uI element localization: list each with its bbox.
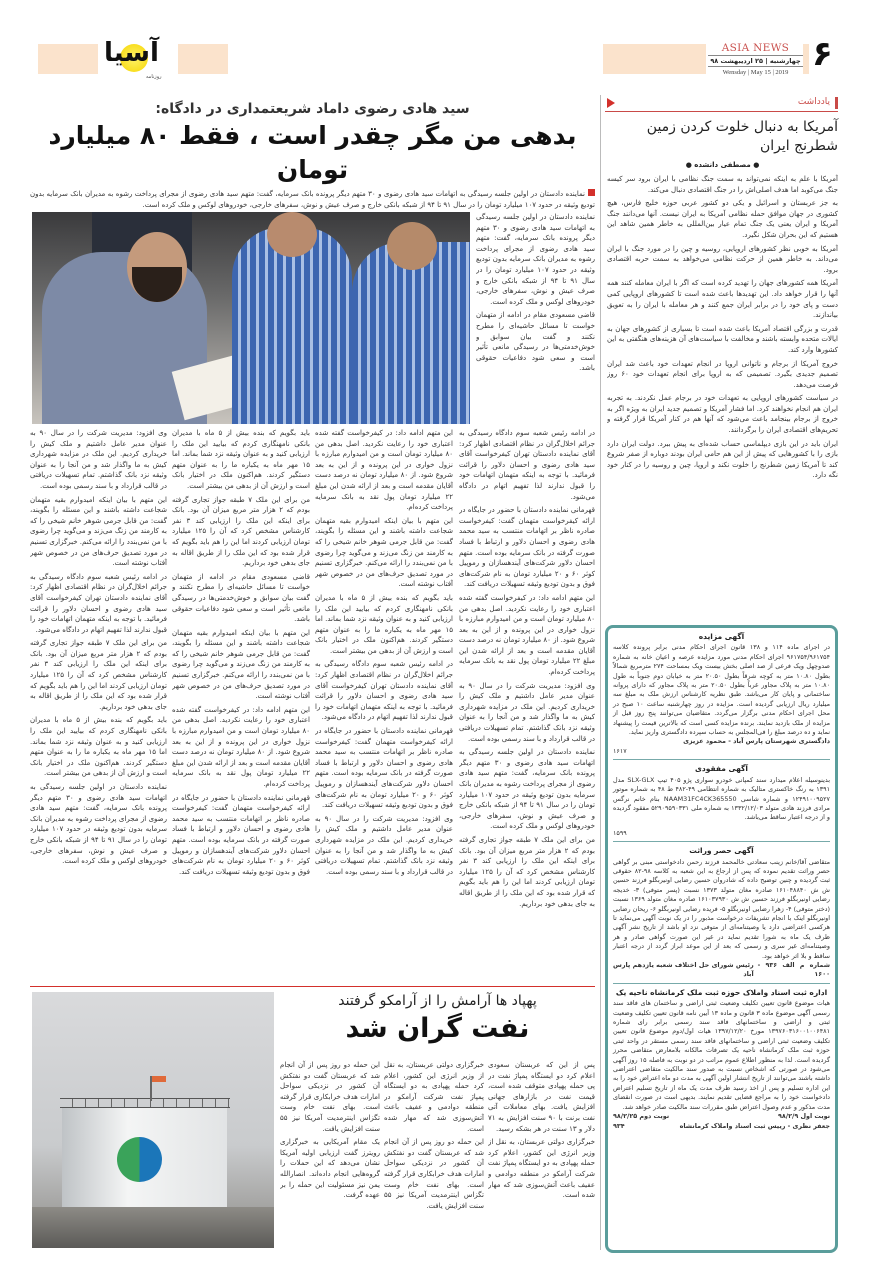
article-column-5 xyxy=(30,428,167,978)
article-column-1 xyxy=(476,212,595,424)
logo-text: آسیا xyxy=(104,38,159,68)
paragraph: این متهم با بیان اینکه امیدوارم بقیه متهمان شجاعت داشته باشند و این مسئله را بگویند، گفت: من قابل جرمی شوهر خانم شیخی را که به کارمند من زنگ می‌زند و می‌گوید چرا رضوی با من نمی‌بندد را ارائه می‌کنم. خبرگزاری تسنیم در مورد تصدیق حرف‌های من در خصوص شهر آفتاب نوشته است. xyxy=(315,516,453,589)
section-label-marker xyxy=(835,97,838,109)
ad-signature: رئیس شورای حل اختلاف شعبه یازدهم پارس آباد xyxy=(613,961,754,979)
ad-title: آگهی مزایده xyxy=(698,632,745,641)
paragraph: آمریکا همه کشورهای جهان را تهدید کرده است که اگر با ایران معامله کنند همه آنها را قرار خواهد داد. این تهدیدها باعث شده است تا کشورهای اروپایی کمی دست و پای خود را در برابر ایران جمع کنند و هر معامله با ایران را به تعویق بیاندازند. xyxy=(607,279,838,320)
ad-body: در اجرای ماده ۱۱۴ و ۱۳۸ قانون اجرای احکام مدنی برابر پرونده کلاسه ۹۶۱۷۵۴/۹۶۱۷۵۴ اجرای احکام مدنی مورد مزایده عرصه و اعیان خانه به شماره صدوچهل ویک فرعی از صد اصلی بخش بیست ویک بمساحت ۲۷۴ مترمربع شمالاً بطول ۱۰.۸۰ متر به کوچه شرقاً بطول ۲۰.۵۰ متر به خیابان دوم جنوباً به طول ۱۰.۸۰ متر به پلاک مجاور غرباً بطول ۲۰.۵۰ متر به پلاک مجاور که دارای پروانه ساختمانی و پایان کار می‌باشد. طبق نظریه کارشناس ارزش ملک به مبلغ سه میلیارد ریال ارزیابی گردیده است. مزایده در روز چهارشنبه ساعت ۱۰ صبح در محل اجرای احکام مدنی برگزار می‌گردد. متقاضیان می‌توانند پنج روز قبل از مزایده از ملک بازدید نمایند. برنده مزایده کسی است که بالاترین قیمت را پیشنهاد نماید و ده درصد مبلغ را فی‌المجلس به حساب سپرده دادگستری واریز نماید. xyxy=(613,643,831,737)
paragraph: آمریکا به خوبی نظر کشورهای اروپایی، روسیه و چین را در مورد جنگ با ایران می‌داند. به خاطر همین از حرکت نظامی می‌خواهد به سمت حربه اقتصادی برود. xyxy=(607,244,838,274)
lede-text: نماینده دادستان در اولین جلسه رسیدگی به اتهامات سید هادی رضوی و ۳۰ متهم دیگر پرونده بانک سرمایه، گفت: متهم سید هادی رضوی از مجرای پرداخت رشوه به مدیران بانک سرمایه بدون توديع وثيقه در حدود ۱۰۷ میلیارد تومان را در سال ۹۱ تا ۹۴ از شبکه بانکی خارج و صرف عیش و نوش، سفرهای خارجی، خودروهای لوکس و ملک کرده است. xyxy=(30,190,595,209)
logo xyxy=(100,34,176,86)
paragraph: قدرت و بزرگی اقتصاد آمریکا باعث شده است تا بسیاری از کشورهای جهان به ایالات متحده وابسته باشند و مخالفت با سیاست‌های آن هزینه‌های هنگفتی به این کشورها وارد کند. xyxy=(607,324,838,354)
paragraph: در ادامه رئیس شعبه سوم دادگاه رسیدگی به جرائم اخلال‌گران در نظام اقتصادی اظهار کرد: آقای نماینده دادستان تهران کیفرخواست آقای سید هادی رضوی و احسان دلاور را قرائت فرمائید. با توجه به اینکه متهمان اتهامات خود را قبول ندارند لذا تفهیم اتهام در دادگاه می‌شود. xyxy=(30,572,167,634)
paragraph: ایران باید در این بازی دیپلماسی حساب شده‌ای به پیش ببرد. دولت ایران دارد بازی را با کشورهایی که پیش از این هم حامی ایران بودند دوباره از صفر شروع کند تا آمریکا زمین شطرنج را خلوت نکند و اروپا، چین و روسیه را در کنار خود نگه دارد. xyxy=(607,439,838,480)
article-lede xyxy=(30,189,595,211)
paragraph: این متهم ادامه داد: در کیفرخواست گفته شده اعتباری خود را رعایت نکردید. اصل بدهی من ۸۰ میلیارد تومان است و من امیدوارم مبارزه با نزول خواری در این پرونده و از این به بعد شروع شود. از ۸۰ میلیارد تومان نه درصد دست آقایان مقدمه است و بعد از ارائه شدن این مبلغ ۲۲ میلیارد تومان پول نقد به بانک سرمایه پرداخت کرده‌ام. xyxy=(315,429,453,512)
header-band-left xyxy=(38,44,98,74)
section-label-bar xyxy=(605,96,838,112)
paragraph: بايد بگویم که بنده بیش از ۵ ماه با مدیران بانکی نامهنگاری کردم که بیایید این ملک را ارزیابی کنید و به عنوان وثیقه نزد شما بماند. اما ۱۵ مهر ماه به یکباره ما را به عنوان متهم دستگیر کردند. هم‌اکنون ملک در اختیار بانک است و ارزش آن از بدهی من بیشتر است. xyxy=(315,593,453,655)
bottom-column-2 xyxy=(384,1060,484,1250)
bottom-article-headline: نفت گران شد xyxy=(345,1013,530,1044)
paragraph: وی افزود: مدیریت شرکت را در سال ۹۰ به عنوان مدیر عامل داشتیم و ملک کیش را خریداری کردیم. این ملک در مزایده شهرداری کیش به ما واگذار شد و من آنجا را به عنوان وثیقه نزد بانک گذاشتم. تمام تسهیلات دریافتی در قالب قرارداد و با سند رسمی بوده است. xyxy=(315,814,453,876)
paragraph: بايد بگویم که بنده بیش از ۵ ماه با مدیران بانکی نامهنگاری کردم که بیایید این ملک را ارزیابی کنید و به عنوان وثیقه نزد شما بماند. اما ۱۵ مهر ماه به یکباره ما را به عنوان متهم دستگیر کردند. هم‌اکنون ملک در اختیار بانک است و ارزش آن از بدهی من بیشتر است. xyxy=(172,429,310,490)
column-divider xyxy=(600,95,601,1250)
ad-signature: دادگستری شهرستان پارس آباد - محمود عزیزی xyxy=(683,737,830,746)
masthead xyxy=(708,42,803,76)
paragraph: خروج آمریکا از برجام و ناتوانی اروپا در انجام تعهدات خود باعث شد ایران تصمیم جدیدی بگیرد. تصمیمی که به اروپا برای انجام تعهدات خود ۶۰ روز فرصت می‌دهد. xyxy=(607,359,838,389)
date-persian: چهارشنبه | ۲۵ اردیبهشت ۹۸ xyxy=(708,55,803,67)
sidebar-body xyxy=(607,174,838,616)
paragraph: نماینده دادستان در اولین جلسه رسیدگی به اتهامات سید هادی رضوی و ۳۰ متهم دیگر پرونده بانک سرمایه، گفت: متهم سید هادی رضوی از مجرای پرداخت رشوه به مدیران بانک سرمایه بدون توديع وثيقه در حدود ۱۰۷ میلیارد تومان را در سال ۹۱ تا ۹۴ از شبکه بانکی خارج و صرف عیش و نوش، سفرهای خارجی، خودروهای لوکس و ملک کرده است. xyxy=(30,783,167,866)
date-english: Wensday | May 15 | 2019 xyxy=(722,69,789,76)
paragraph: پس از این که عربستان سعودی اعلام کرد دو ایستگاه پمپاژ نفت در پی حمله پهپادی متوقف شده است، قیمت نفت در بازارهای جهانی افزایش یافت. بهای معاملات آتی نفت برنت با ۹۰ سنت افزایش به ۷۱ دلار و ۱۳ سنت در هر بشکه رسید. xyxy=(488,1061,595,1133)
ad-code: ۱۶۱۷ xyxy=(613,746,627,755)
ad-body: متقاضی آقا/خانم زینب سعادتی خالمحمد فرزند رحمن دادخواستی مبنی بر گواهی حصر وراثت تقدیم نموده که پس از ارجاع به این شعبه به کلاسه ۹۸-۸۲ حقوقی ثبت گردیده و چنین توضیح داده که شادروان حسین رضایی اونیربگلو فرزند حسین ش ش ۱۶۱۰۴۸۸۴۰ صادره مغان متولد ۱۳۷۳ نسبت (پسر متوفی) ۳- خدیجه رضایی اونیربگلو فرزند حسین ش ش ۱۶۱۰۳۷۹۳۰ صادره مغان متولد ۱۳۶۹ نسبت (دختر متوفی) ۴- زهرا رضایی اونیربگلو ۵- فریده رضایی اونیربگلو ۶- ریحان رضایی اونیربگلو اینک با انجام تشریفات درخواست مذبور را در یک نوبت آگهی می‌نماید تا هرکسی اعتراضی دارد یا وصیتنامه‌ای از متوفی نزد او باشد از تاریخ نشر آگهی ظرف یک ماه به شورا تقدیم نماید در غیر این صورت گواهی صادر و هر وصیتنامه‌ای غیر سری و رسمی که بعد از این موعد ابراز گردد از درجه اعتبار ساقط و بلا اثر خواهد بود. xyxy=(613,857,831,960)
article-column-3 xyxy=(315,428,453,978)
paragraph: در سیاست کشورهای اروپایی به تعهدات خود در برجام عمل نکردند. به تجربه ایران هم انجام نخواهند کرد. اما فشار آمریکا و تصمیم جدید ایران به ویژه اگر به خروج از برجام بینجامد باعث می‌شود که آنها هم در کنار آمریکا قرار گرفته و تحریم‌های اقتصادی ایران را برگردانند. xyxy=(607,394,838,435)
paragraph: آمریکا با علم به اینکه نمی‌تواند به سمت جنگ نظامی با ایران برود سر کیسه جنگ می‌کوبد اما هدف اصلی‌اش را در جنگ اقتصادی دنبال می‌کند. xyxy=(607,175,838,194)
article-column-2 xyxy=(459,428,595,978)
paragraph: بايد بگویم که بنده بیش از ۵ ماه با مدیران بانکی نامهنگاری کردم که بیایید این ملک را ارزیابی کنید و به عنوان وثیقه نزد شما بماند. اما ۱۵ مهر ماه به یکباره ما را به عنوان متهم دستگیر کردند. هم‌اکنون ملک در اختیار بانک است و ارزش آن از بدهی من بیشتر است. xyxy=(30,716,167,778)
brand-name: ASIA NEWS xyxy=(721,42,790,54)
paragraph: قهرمانی نماینده دادستان با حضور در جایگاه در ارائه کیفرخواست متهمان گفت: کیفرخواست صادره ناظر بر اتهامات منتسب به سید محمد هادی رضوی و احسان دلاور و ارتباط با فساد صورت گرفته در بانک سرمایه بوده است. متهم احسان دلاور شرکت‌های آیندهسازان و رموپیل کوثر ۶۰ و ۲۰ میلیارد تومان به نام شرکت‌های فوق و بدون توديع وثیقه تسهیلات دریافت کند. xyxy=(172,793,310,876)
article-headline: بدهی من مگر چقدر است ، فقط ۸۰ میلیارد تومان xyxy=(48,121,577,184)
paragraph: من برای این ملک ۷ طبقه جواز تجاری گرفته بودم که ۲ هزار متر مربع میزان آن بود. بانک برای اینکه این ملک را ارزیابی کند ۳ نفر کارشناس مشخص کرد که آن را ۱۲۵ میلیارد تومان ارزیابی کردند اما این را هم باید بگویم که قرار شده بود که این ملک را از طریق اقاله به جای بدهی خود برداریم. xyxy=(30,639,167,711)
aramco-photo xyxy=(32,992,274,1248)
article-column-4 xyxy=(172,428,310,978)
paragraph: نماینده دادستان در اولین جلسه رسیدگی به اتهامات سید هادی رضوی و ۳۰ متهم دیگر پرونده بانک سرمایه، گفت: متهم سید هادی رضوی از مجرای پرداخت رشوه به مدیران بانک سرمایه بدون توديع وثيقه در حدود ۱۰۷ میلیارد تومان را در سال ۹۱ تا ۹۴ از شبکه بانکی خارج و صرف عیش و نوش، سفرهای خارجی، خودروهای لوکس و ملک کرده است. xyxy=(476,213,595,306)
bottom-article-kicker: پهپاد ها آرامش را از آرامکو گرفتند xyxy=(338,993,537,1009)
ad-inheritance xyxy=(613,846,830,984)
paragraph: این متهم ادامه داد: در کیفرخواست گفته شده اعتباری خود را رعایت نکردید. اصل بدهی من ۸۰ میلیارد تومان است و من امیدوارم مبارزه با نزول خواری در این پرونده و از این به بعد شروع شود. از ۸۰ میلیارد تومان نه درصد دست آقایان مقدمه است و بعد از ارائه شدن این مبلغ ۲۲ میلیارد تومان پول نقد به بانک سرمایه پرداخت کرده‌ام. xyxy=(172,705,310,788)
paragraph: قاضی مسعودی مقام در ادامه از متهمان خواست تا مسائل حاشیه‌ای را مطرح نکنند و گفت بیان سوابق و خوش‌خدمتی‌ها در رسیدگی مانعی تأثیر است و سعی شود دفاعیات حقوقی باشد. xyxy=(172,572,310,624)
paragraph: وی افزود: مدیریت شرکت را در سال ۹۰ به عنوان مدیر عامل داشتیم و ملک کیش را خریداری کردیم. این ملک در مزایده شهرداری کیش به ما واگذار شد و من آنجا را به عنوان وثیقه نزد بانک گذاشتم. تمام تسهیلات دریافتی در قالب قرارداد و با سند رسمی بوده است. xyxy=(30,429,167,490)
section-divider xyxy=(30,986,595,987)
logo-subtitle: روزنامه xyxy=(146,74,162,80)
article-kicker: سید هادی رضوی داماد شریعتمداری در دادگاه: xyxy=(155,101,470,117)
header-band-right xyxy=(603,44,706,74)
sidebar-article xyxy=(607,118,838,616)
paragraph: خبرگزاری دولتی عربستان، به نقل از وزیر انرژی این کشور، اعلام کرد حمله پهپادی به دو ایستگاه پمپاژ نفت شرکت آرامکو در منطقه دوادمی و عفیف باعث آتش‌سوزی شد که مهار شده است. xyxy=(488,1138,595,1200)
play-arrow-icon xyxy=(607,98,615,108)
ad-code: شماره م الف ۹۳۶ - ۱۶۰۰ xyxy=(757,961,830,979)
court-photo xyxy=(32,212,470,424)
bottom-column-1 xyxy=(488,1060,595,1250)
paragraph: این حمله دو روز پس از آن انجام شد که عربستان گفت دو نفتکش آن کشور در نزدیکی سواحل امارات هدف خرابکاری قرار گرفته است. بهای نفت خام وست تگزاس اینترمدیت آمریکا نیز ۵۵ سنت افزایش یافت. xyxy=(384,1138,484,1210)
section-label: یادداشت xyxy=(797,97,830,107)
red-square-icon xyxy=(588,189,595,196)
article-header xyxy=(30,100,595,211)
author-name: مصطفی دانشده xyxy=(694,161,751,169)
paragraph: قاضی مسعودی مقام در ادامه از متهمان خواست تا مسائل حاشیه‌ای را مطرح نکنند و گفت بیان سوابق و خوش‌خدمتی‌ها در رسیدگی مانعی تأثیر است و سعی شود دفاعیات حقوقی باشد. xyxy=(476,311,595,373)
ad-title: اداره ثبت اسناد واملاک حوزه ثبت ملک کرمانشاه ناحیه یک xyxy=(615,987,828,997)
ad-land-registry xyxy=(613,988,830,1134)
bottom-column-3 xyxy=(280,1060,380,1250)
paragraph: من برای این ملک ۷ طبقه جواز تجاری گرفته بودم که ۲ هزار متر مربع میزان آن بود. بانک برای اینکه این ملک را ارزیابی کند ۳ نفر کارشناس مشخص کرد که آن را ۱۲۵ میلیارد تومان ارزیابی کردند اما این را هم باید بگویم که قرار شده بود که این ملک را از طریق اقاله به جای بدهی خود برداریم. xyxy=(172,495,310,568)
ad-title: آگهی مفقودی xyxy=(695,764,748,774)
ad-code: ۹۳۴ xyxy=(613,1121,625,1130)
header-band-left2 xyxy=(178,44,228,74)
ad-date-first: نوبت اول ۹۸/۲/۹ xyxy=(777,1112,830,1121)
classified-ads-box xyxy=(605,625,838,1253)
paragraph: قهرمانی نماینده دادستان با حضور در جایگاه در ارائه کیفرخواست متهمان گفت: کیفرخواست صادره ناظر بر اتهامات منتسب به سید محمد هادی رضوی و احسان دلاور و ارتباط با فساد صورت گرفته در بانک سرمایه بوده است. متهم احسان دلاور شرکت‌های آیندهسازان و رموپیل کوثر ۶۰ و ۲۰ میلیارد تومان به نام شرکت‌های فوق و بدون توديع وثیقه تسهیلات دریافت کند. xyxy=(459,506,595,589)
paragraph: وی افزود: مدیریت شرکت را در سال ۹۰ به عنوان مدیر عامل داشتیم و ملک کیش را خریداری کردیم. این ملک در مزایده شهرداری کیش به ما واگذار شد و من آنجا را به عنوان وثیقه نزد بانک گذاشتم. تمام تسهیلات دریافتی در قالب قرارداد و با سند رسمی بوده است. xyxy=(459,681,595,743)
page-number-band xyxy=(803,44,809,74)
paragraph: در ادامه رئیس شعبه سوم دادگاه رسیدگی به جرائم اخلال‌گران در نظام اقتصادی اظهار کرد: آقای نماینده دادستان تهران کیفرخواست آقای سید هادی رضوی و احسان دلاور را قرائت فرمائید. با توجه به اینکه متهمان اتهامات خود را قبول ندارند لذا تفهیم اتهام در دادگاه می‌شود. xyxy=(459,429,595,501)
ad-lost-document xyxy=(613,764,830,842)
ad-body: بدینوسیله اعلام میدارد سند کمپانی خودرو سواری پژو ۴۰۵ تیپ SLX-GLX مدل ۱۳۹۱ به رنگ خاکستری متالیک به شماره انتظامی ۴۹-۴۸۲ ط ۴۸ به شماره موتور ۱۲۴۹۱۰۰۹۵۲۷ و شماره شاسی NAAM31FC4CK365550 بنام خانم نرگس مرادی فرزند هادی متولد ۱۳۳۲/۱۲/۰۳ به شماره ملی ۵۲۹۰۹۵۹۰۳۳۱ مفقود گردیده و از درجه اعتبار ساقط می‌باشد. xyxy=(613,775,831,822)
paragraph: یک مقام آمریکایی به خبرگزاری رویترز گفت ارزیابی اولیه آمریکا نشان می‌دهد که این حملات را گروه‌هایی انجام داده‌اند. انصارالله یمن نیز مسئولیت این حمله را بر عهده گرفت. xyxy=(280,1138,380,1200)
paragraph: این متهم با بیان اینکه امیدوارم بقیه متهمان شجاعت داشته باشند و این مسئله را بگویند، گفت: من قابل جرمی شوهر خانم شیخی را که به کارمند من زنگ می‌زند و می‌گوید چرا رضوی با من نمی‌بندد را ارائه می‌کنم. خبرگزاری تسنیم در مورد تصدیق حرف‌های من در خصوص شهر آفتاب نوشته است. xyxy=(30,495,167,568)
paragraph: نماینده دادستان در اولین جلسه رسیدگی به اتهامات سید هادی رضوی و ۳۰ متهم دیگر پرونده بانک سرمایه، گفت: متهم سید هادی رضوی از مجرای پرداخت رشوه به مدیران بانک سرمایه بدون توديع وثيقه در حدود ۱۰۷ میلیارد تومان را در سال ۹۱ تا ۹۴ از شبکه بانکی خارج و صرف عیش و نوش، سفرهای خارجی، خودروهای لوکس و ملک کرده است. xyxy=(459,748,595,831)
paragraph: به جز عربستان و اسرائیل و یکی دو کشور عربی حوزه خلیج فارس، هیچ کشوری در جهان موافق حمله نظامی آمریکا به ایران نیست. آنها می‌دانند جنگ آمریکا و ایران یعنی یک جنگ تمام عیار بین‌المللی به خاطر همین شاهد این هستیم که این بحران شکل نگیرد. xyxy=(607,199,838,239)
paragraph: من برای این ملک ۷ طبقه جواز تجاری گرفته بودم که ۲ هزار متر مربع میزان آن بود. بانک برای اینکه این ملک را ارزیابی کند ۳ نفر کارشناس مشخص کرد که آن را ۱۲۵ میلیارد تومان ارزیابی کردند اما این را هم باید بگویم که قرار شده بود که این ملک را از طریق اقاله به جای بدهی خود برداریم. xyxy=(459,835,595,908)
paragraph: در ادامه رئیس شعبه سوم دادگاه رسیدگی به جرائم اخلال‌گران در نظام اقتصادی اظهار کرد: آقای نماینده دادستان تهران کیفرخواست آقای سید هادی رضوی و احسان دلاور را قرائت فرمائید. با توجه به اینکه متهمان اتهامات خود را قبول ندارند لذا تفهیم اتهام در دادگاه می‌شود. xyxy=(315,660,453,722)
paragraph: این متهم ادامه داد: در کیفرخواست گفته شده اعتباری خود را رعایت نکردید. اصل بدهی من ۸۰ میلیارد تومان است و من امیدوارم مبارزه با نزول خواری در این پرونده و از این به بعد شروع شود. از ۸۰ میلیارد تومان نه درصد دست آقایان مقدمه است و بعد از ارائه شدن این مبلغ ۲۲ میلیارد تومان پول نقد به بانک سرمایه پرداخت کرده‌ام. xyxy=(459,593,595,677)
ad-title: آگهی حصر وراثت xyxy=(689,846,754,856)
paragraph: خبرگزاری دولتی عربستان، به نقل از وزیر انرژی این کشور، اعلام کرد حمله پهپادی به دو ایستگاه پمپاژ نفت شرکت آرامکو در منطقه دوادمی و عفیف باعث آتش‌سوزی شد که مهار شده است. xyxy=(384,1061,484,1133)
ad-code: ۱۵۹۹ xyxy=(613,828,627,837)
page-number: ۶ xyxy=(812,34,833,74)
sidebar-author: ● مصطفی دانشده ● xyxy=(685,161,760,169)
ad-signature: جعفر نظری - رییس ثبت اسناد واملاک کرمانشاه xyxy=(679,1121,830,1130)
paragraph: قهرمانی نماینده دادستان با حضور در جایگاه در ارائه کیفرخواست متهمان گفت: کیفرخواست صادره ناظر بر اتهامات منتسب به سید محمد هادی رضوی و احسان دلاور و ارتباط با فساد صورت گرفته در بانک سرمایه بوده است. متهم احسان دلاور شرکت‌های آیندهسازان و رموپیل کوثر ۶۰ و ۲۰ میلیارد تومان به نام شرکت‌های فوق و بدون توديع وثیقه تسهیلات دریافت کند. xyxy=(315,727,453,810)
paragraph: این حمله دو روز پس از آن انجام شد که عربستان گفت دو نفتکش آن کشور در نزدیکی سواحل امارات هدف خرابکاری قرار گرفته است. بهای نفت خام وست تگزاس اینترمدیت آمریکا نیز ۵۵ سنت افزایش یافت. xyxy=(280,1061,380,1133)
bottom-article-header xyxy=(280,992,595,1047)
ad-body: هیات موضوع قانون تعیین تکلیف وضعیت ثبتی اراضی و ساختمان های فاقد سند رسمی آگهی موضوع ماده ۳ قانون و ماده ۱۳ آیین نامه قانون تعیین تکلیف وضعیت ثبتی و اراضی و ساختمانهای فاقد سند رسمی برابر رای شماره ۱۳۹۷۶۰۳۱۶۰۰۱۰۰۶۴۸۱ مورخ ۱۳۹۷/۱۲/۲۰ هیات اول/دوم موضوع قانون تعیین تکلیف وضعیت ثبتی اراضی و ساختمانهای فاقد سند رسمی مستقر در واحد ثبتی حوزه ثبت ملک کرمانشاه ناحیه یک تصرفات مالکانه بلامعارض متقاضی محرز گردیده است. لذا به منظور اطلاع عموم مراتب در دو نوبت به فاصله ۱۵ روز آگهی می‌شود در صورتی که اشخاص نسبت به صدور سند مالکیت متقاضی اعتراضی داشته باشند می‌توانند از تاریخ انتشار اولین آگهی به مدت دو ماه اعتراض خود را به این اداره تسلیم و پس از اخذ رسید ظرف مدت یک ماه از تاریخ تسلیم اعتراض دادخواست خود را به مراجع قضایی تقدیم نمایند. بدیهی است در صورت انقضای مدت مذکور و عدم وصول اعتراض طبق مقررات سند مالکیت صادر خواهد شد. xyxy=(613,999,831,1111)
ad-auction xyxy=(613,632,830,760)
ad-date-second: نوبت دوم ۹۸/۲/۲۵ xyxy=(613,1112,670,1121)
sidebar-headline: آمریکا به دنبال خلوت کردن زمین شطرنج ایران xyxy=(646,119,838,154)
paragraph: این متهم با بیان اینکه امیدوارم بقیه متهمان شجاعت داشته باشند و این مسئله را بگویند، گفت: من قابل جرمی شوهر خانم شیخی را که به کارمند من زنگ می‌زند و می‌گوید چرا رضوی با من نمی‌بندد را ارائه می‌کنم. خبرگزاری تسنیم در مورد تصدیق حرف‌های من در خصوص شهر آفتاب نوشته است. xyxy=(172,628,310,701)
